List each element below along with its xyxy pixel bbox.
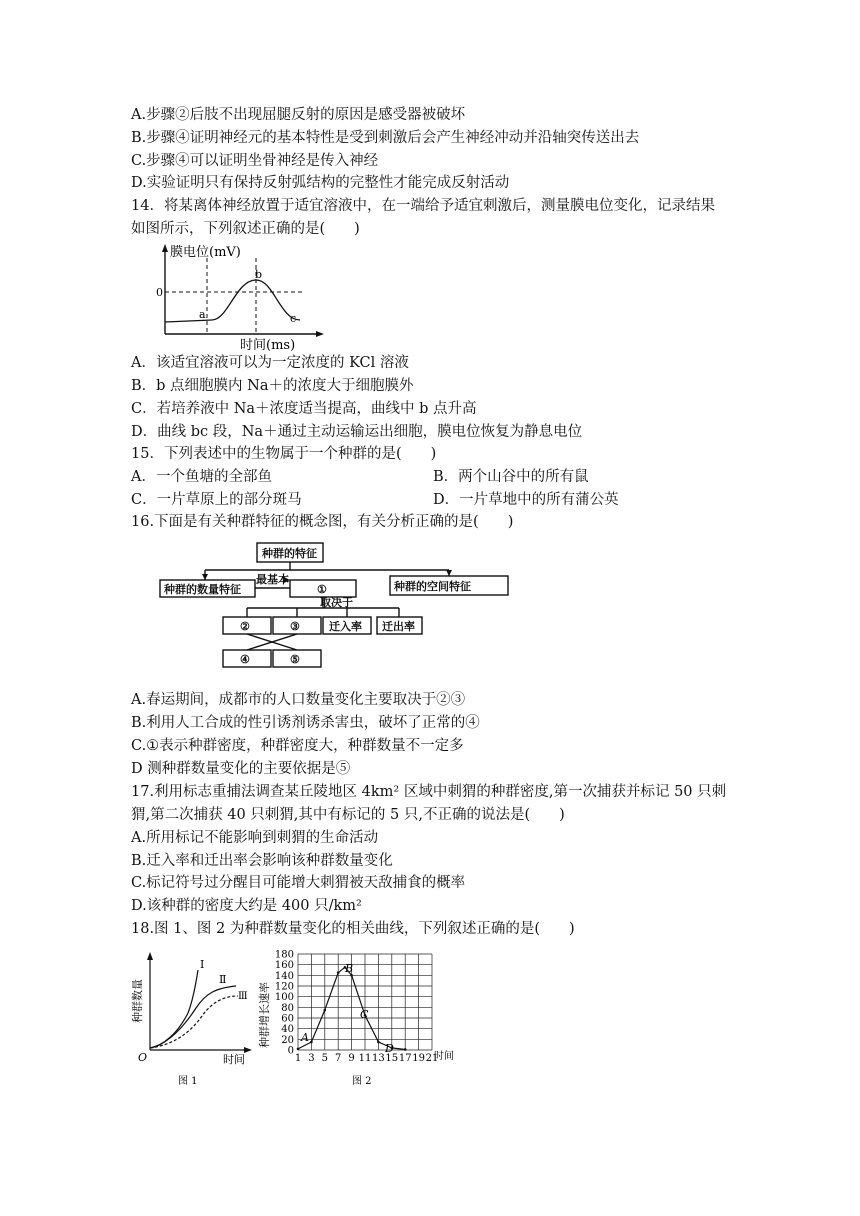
q14-option-c: C．若培养液中 Na＋浓度适当提高，曲线中 b 点升高 bbox=[131, 401, 477, 417]
node4-label: ④ bbox=[240, 653, 250, 666]
q13-option-c: C.步骤④可以证明坐骨神经是传入神经 bbox=[131, 153, 379, 169]
q18-stem: 18.图 1、图 2 为种群数量变化的相关曲线，下列叙述正确的是( ) bbox=[131, 921, 575, 937]
data-point bbox=[324, 1009, 327, 1012]
q14-option-a: A．该适宜溶液可以为一定浓度的 KCl 溶液 bbox=[131, 355, 409, 371]
node5-label: ⑤ bbox=[290, 653, 300, 666]
x-tick-label: 13 bbox=[372, 1053, 385, 1064]
q16-option-a: A.春运期间，成都市的人口数量变化主要取决于②③ bbox=[131, 692, 466, 708]
depends-label: 取决于 bbox=[320, 596, 353, 609]
point-A-label: A bbox=[301, 1031, 309, 1044]
point-c-label: c bbox=[290, 312, 297, 325]
y-tick-label: 180 bbox=[274, 949, 294, 961]
x-tick-label: 11 bbox=[358, 1053, 372, 1064]
data-point bbox=[404, 1048, 407, 1051]
point-D-label: D bbox=[385, 1042, 394, 1055]
fig1-origin: O bbox=[138, 1051, 148, 1064]
y-tick-label: 140 bbox=[274, 970, 294, 982]
node2-label: ② bbox=[240, 620, 250, 633]
fig1-ylabel: 种群数量 bbox=[131, 979, 144, 1023]
x-axis-label: 时间(ms) bbox=[240, 338, 296, 353]
y-tick-label: 60 bbox=[281, 1013, 294, 1025]
curve-II-label: Ⅱ bbox=[219, 973, 227, 986]
q15-option-d: D．一片草地中的所有蒲公英 bbox=[433, 492, 619, 508]
q17-stem-line2: 猬,第二次捕获 40 只刺猬,其中有标记的 5 只,不正确的说法是( ) bbox=[131, 807, 565, 823]
q14-option-b: B．b 点细胞膜内 Na＋的浓度大于细胞膜外 bbox=[131, 378, 414, 394]
membrane-potential-figure bbox=[150, 238, 330, 353]
fig1-xlabel: 时间 bbox=[223, 1053, 245, 1066]
q13-option-b: B.步骤④证明神经元的基本特性是受到刺激后会产生神经冲动并沿轴突传送出去 bbox=[131, 130, 640, 146]
population-concept-map bbox=[155, 540, 515, 672]
x-tick-label: 3 bbox=[308, 1053, 315, 1064]
node3-label: ③ bbox=[290, 620, 300, 633]
y-tick-label: 100 bbox=[274, 992, 294, 1004]
q17-stem-line1: 17.利用标志重捕法调查某丘陵地区 4km² 区域中刺猬的种群密度,第一次捕获并标记 50 只刺 bbox=[131, 784, 727, 800]
y-tick-label: 20 bbox=[281, 1034, 294, 1046]
q16-option-c: C.①表示种群密度，种群密度大，种群数量不一定多 bbox=[131, 738, 464, 754]
q14-stem-line2: 如图所示，下列叙述正确的是( ) bbox=[131, 221, 360, 237]
q14-option-d: D．曲线 bc 段，Na＋通过主动运输运出细胞，膜电位恢复为静息电位 bbox=[131, 424, 583, 440]
q16-stem: 16.下面是有关种群特征的概念图，有关分析正确的是( ) bbox=[131, 514, 514, 530]
y-axis-arrow bbox=[162, 244, 168, 252]
x-tick-label: 15 bbox=[385, 1053, 399, 1064]
q14-stem-line1: 14．将某离体神经放置于适宜溶液中，在一端给予适宜刺激后，测量膜电位变化，记录结果 bbox=[131, 198, 715, 214]
y-tick-label: 120 bbox=[274, 981, 294, 993]
data-point bbox=[337, 971, 340, 974]
curve-I bbox=[150, 970, 198, 1048]
figure2-growth-rate-chart bbox=[252, 946, 467, 1091]
basic-label: 最基本 bbox=[256, 573, 289, 586]
quantity-label: 种群的数量特征 bbox=[164, 583, 241, 596]
point-B-label: B bbox=[345, 962, 354, 975]
fig2-caption: 图 2 bbox=[352, 1076, 372, 1087]
action-potential-curve bbox=[165, 280, 300, 322]
q17-option-c: C.标记符号过分醒目可能增大刺猬被天敌捕食的概率 bbox=[131, 875, 466, 891]
q16-option-d: D 测种群数量变化的主要依据是⑤ bbox=[131, 761, 351, 777]
fig1-caption: 图 1 bbox=[178, 1076, 198, 1087]
q16-option-b: B.利用人工合成的性引诱剂诱杀害虫，破坏了正常的④ bbox=[131, 715, 480, 731]
point-C-label: C bbox=[360, 1008, 369, 1021]
q15-option-c: C．一片草原上的部分斑马 bbox=[131, 492, 302, 508]
curve-III-label: Ⅲ bbox=[238, 991, 248, 1002]
q13-option-d: D.实验证明只有保持反射弧结构的完整性才能完成反射活动 bbox=[131, 175, 510, 191]
q17-option-b: B.迁入率和迁出率会影响该种群数量变化 bbox=[131, 853, 393, 869]
x-tick-label: 21 bbox=[425, 1053, 439, 1064]
root-label: 种群的特征 bbox=[262, 547, 317, 560]
node1-label: ① bbox=[317, 583, 327, 596]
curve-I-label: Ⅰ bbox=[200, 958, 205, 971]
figure1-growth-curves bbox=[128, 948, 263, 1088]
y-tick-label: 40 bbox=[281, 1024, 294, 1036]
fig2-xlabel: 时间 bbox=[434, 1051, 454, 1062]
y-tick-label: 160 bbox=[274, 960, 294, 972]
q13-option-a: A.步骤②后肢不出现屈腿反射的原因是感受器被破坏 bbox=[131, 107, 466, 123]
y-axis-label: 膜电位(mV) bbox=[170, 245, 241, 260]
x-tick-label: 9 bbox=[348, 1053, 355, 1064]
point-a-label: a bbox=[199, 308, 206, 321]
curve-III bbox=[150, 996, 238, 1048]
y-tick-label: 80 bbox=[281, 1002, 294, 1014]
x-tick-label: 19 bbox=[412, 1053, 425, 1064]
y-tick-label: 0 bbox=[287, 1045, 294, 1057]
immigration-label: 迁入率 bbox=[329, 620, 362, 633]
spatial-label: 种群的空间特征 bbox=[394, 580, 471, 593]
q17-option-d: D.该种群的密度大约是 400 只/km² bbox=[131, 898, 362, 914]
x-tick-label: 1 bbox=[294, 1053, 302, 1064]
x-tick-label: 5 bbox=[321, 1053, 328, 1064]
q17-option-a: A.所用标记不能影响到刺猬的生命活动 bbox=[131, 830, 379, 846]
emigration-label: 迁出率 bbox=[382, 620, 415, 633]
data-point bbox=[377, 1041, 380, 1044]
point-b-label: b bbox=[255, 268, 263, 281]
x-axis-arrow bbox=[316, 331, 324, 337]
fig2-ylabel: 种群增长速率 bbox=[258, 982, 271, 1048]
data-point bbox=[310, 1041, 313, 1044]
zero-tick-label: 0 bbox=[156, 286, 163, 299]
q15-option-a: A．一个鱼塘的全部鱼 bbox=[131, 469, 272, 485]
x-tick-label: 7 bbox=[335, 1053, 342, 1064]
q15-stem: 15．下列表述中的生物属于一个种群的是( ) bbox=[131, 446, 437, 462]
x-tick-label: 17 bbox=[398, 1053, 412, 1064]
data-point bbox=[297, 1048, 300, 1051]
q15-option-b: B．两个山谷中的所有鼠 bbox=[433, 469, 589, 485]
